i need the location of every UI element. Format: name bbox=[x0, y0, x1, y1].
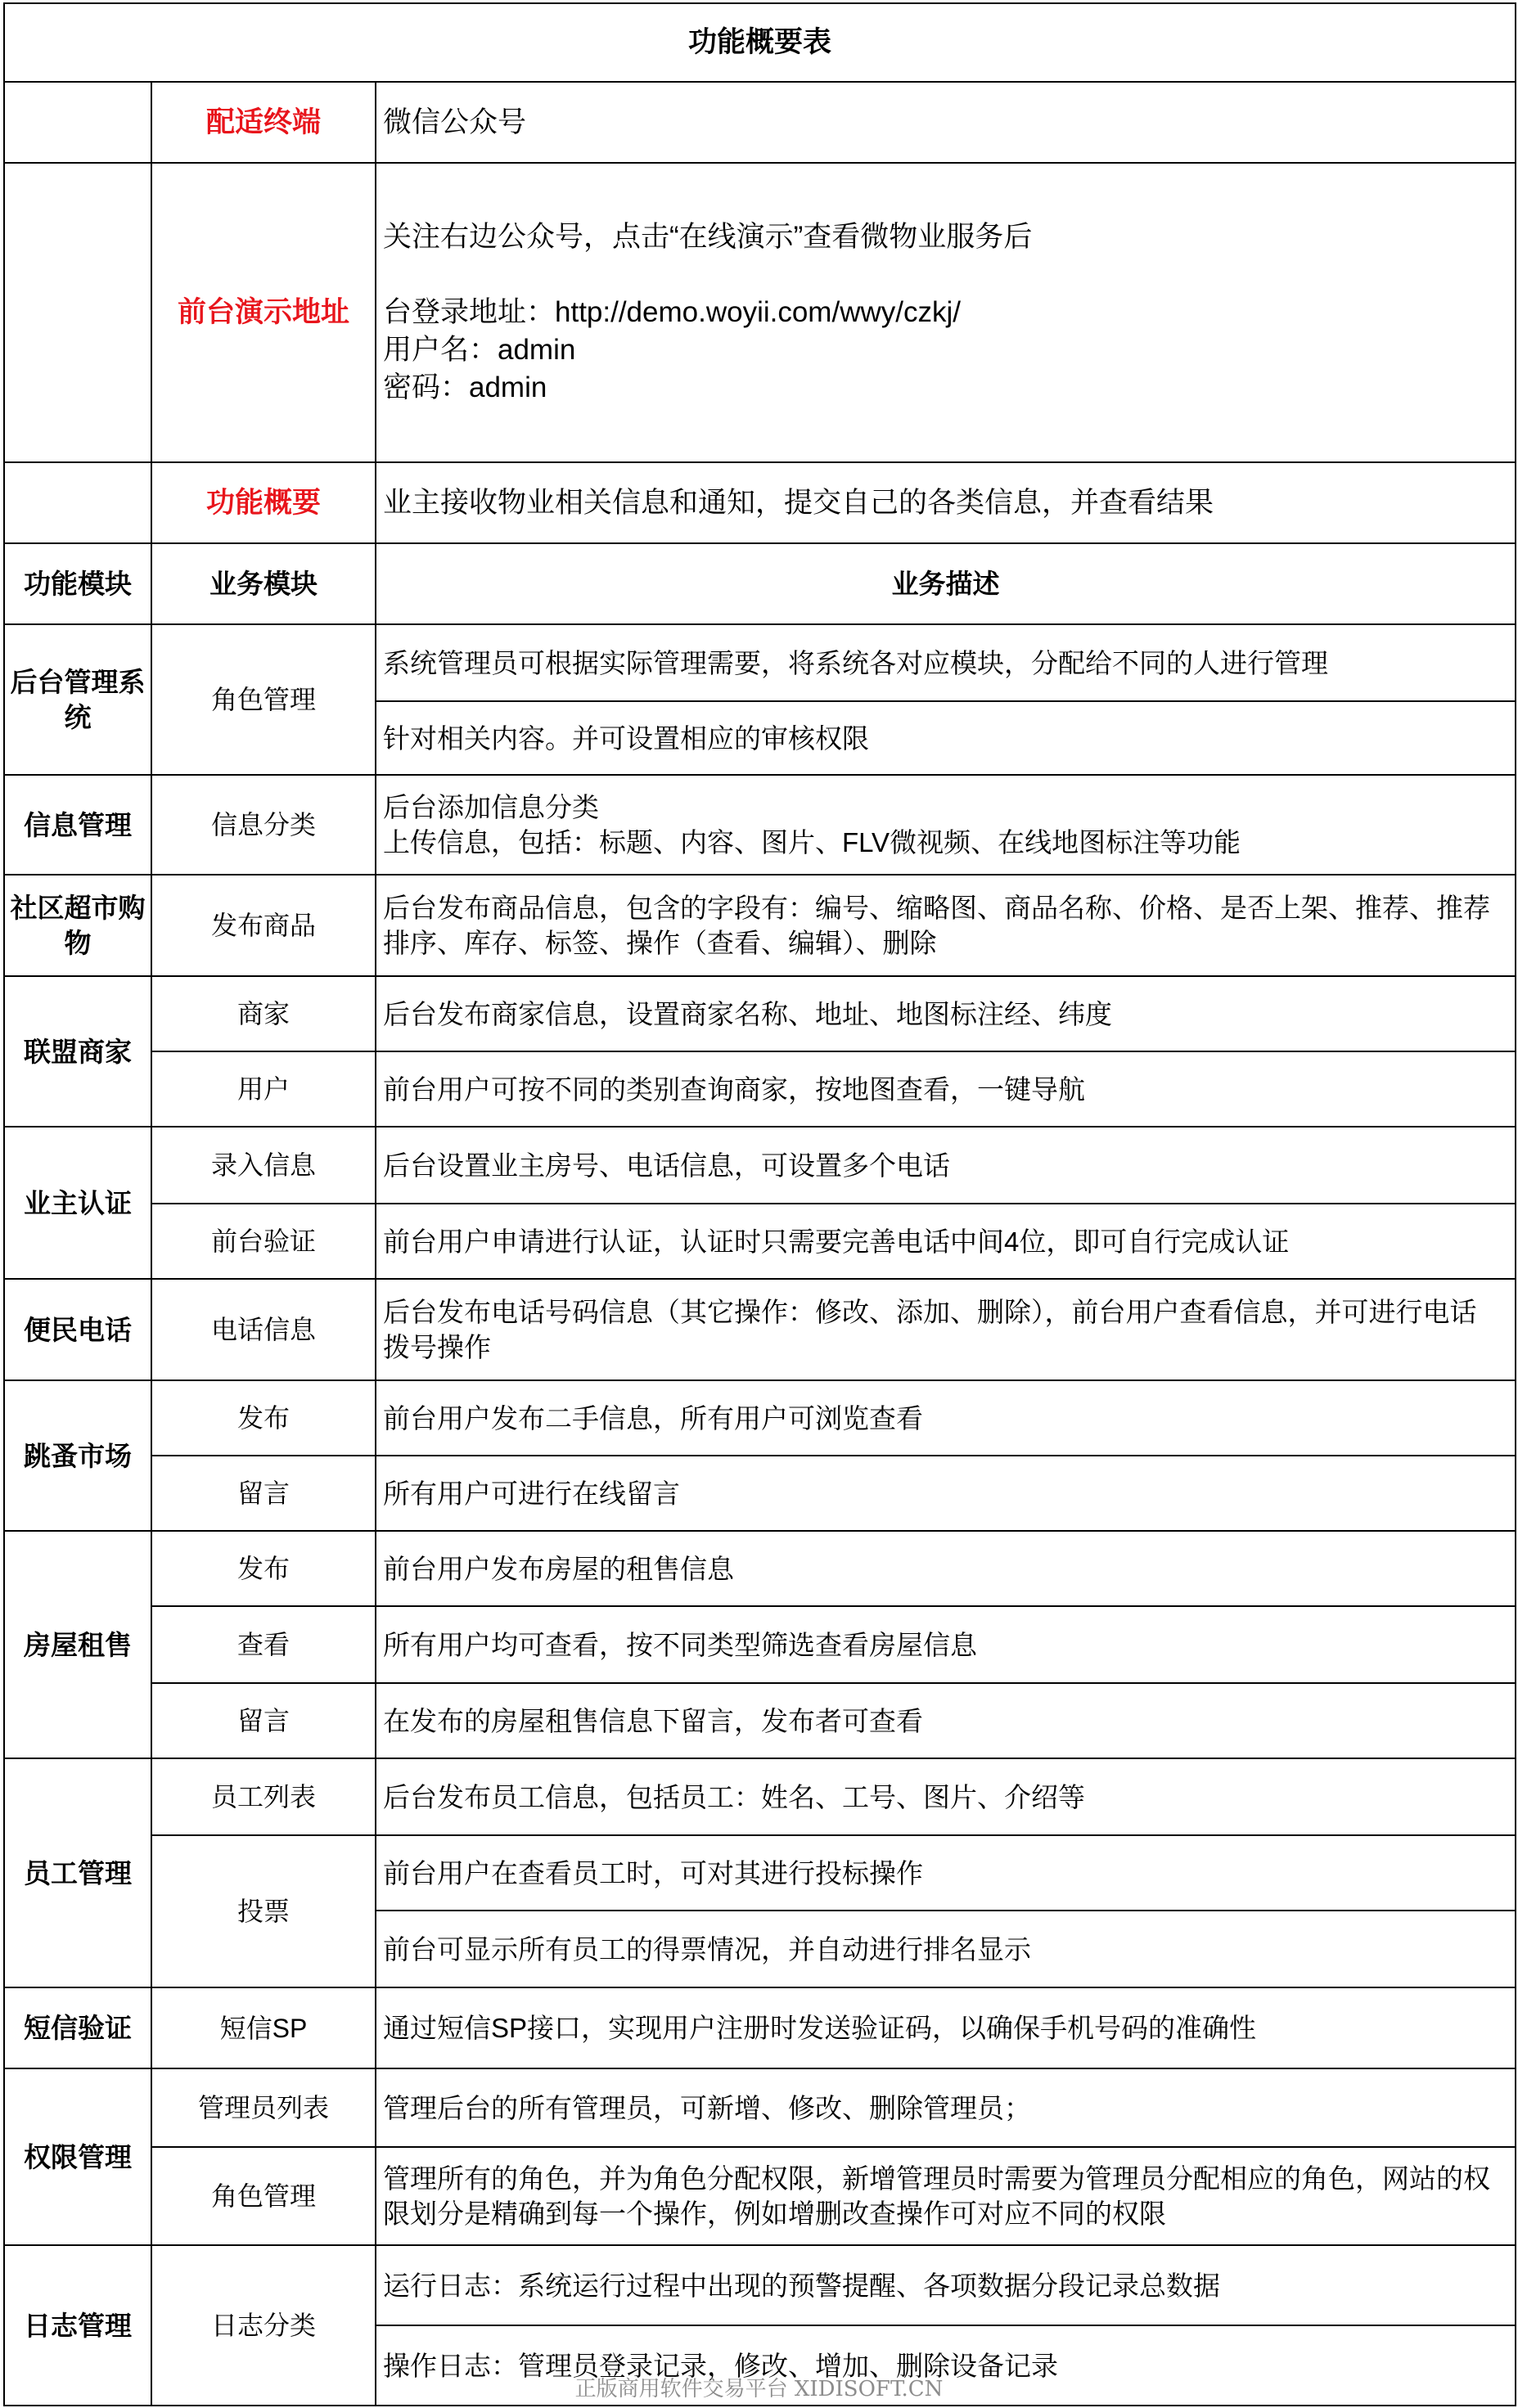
business-description bbox=[376, 624, 1516, 701]
business-description bbox=[376, 1683, 1516, 1758]
title-row bbox=[4, 3, 1516, 82]
demo-line: 关注右边公众号，点击“在线演示”查看微物业服务后 bbox=[383, 221, 1033, 253]
table-row bbox=[4, 875, 1516, 976]
blank-line bbox=[383, 256, 1513, 294]
business-description bbox=[376, 976, 1516, 1051]
business-description bbox=[376, 1279, 1516, 1380]
business-description bbox=[376, 1127, 1516, 1204]
business-module: 发布 bbox=[151, 1380, 376, 1456]
description-line: 系统管理员可根据实际管理需要，将系统各对应模块，分配给不同的人进行管理 bbox=[383, 647, 1328, 678]
description-line: 前台可显示所有员工的得票情况，并自动进行排名显示 bbox=[383, 1933, 1031, 1965]
demo-url-line: 台登录地址：http://demo.woyii.com/wwy/czkj/ bbox=[383, 296, 961, 328]
business-module: 日志分类 bbox=[151, 2245, 376, 2406]
overview-row bbox=[4, 462, 1516, 543]
watermark-text: 正版商用软件交易平台 XIDISOFT.CN bbox=[574, 2377, 944, 2401]
table-row bbox=[4, 2245, 1516, 2325]
header-description: 业务描述 bbox=[376, 543, 1516, 624]
table-row bbox=[4, 1127, 1516, 1204]
empty-cell bbox=[4, 462, 151, 543]
business-module: 角色管理 bbox=[151, 2147, 376, 2245]
module-name: 员工管理 bbox=[4, 1758, 151, 1987]
module-name: 社区超市购物 bbox=[4, 875, 151, 976]
overview-label: 功能概要 bbox=[151, 462, 376, 543]
module-name: 跳蚤市场 bbox=[4, 1380, 151, 1531]
description-line: 运行日志：系统运行过程中出现的预警提醒、各项数据分段记录总数据 bbox=[383, 2270, 1220, 2301]
table-row bbox=[4, 1683, 1516, 1758]
table-row bbox=[4, 1380, 1516, 1456]
description-line: 操作日志：管理员登录记录，修改、增加、删除设备记录 bbox=[383, 2350, 1058, 2381]
business-module: 短信SP bbox=[151, 1987, 376, 2068]
description-line: 后台发布商品信息，包含的字段有：编号、缩略图、商品名称、价格、是否上架、推荐、推荐 bbox=[383, 893, 1490, 923]
table-row bbox=[4, 1987, 1516, 2068]
table-row bbox=[4, 2147, 1516, 2245]
business-module: 查看 bbox=[151, 1606, 376, 1683]
business-description bbox=[376, 1456, 1516, 1531]
table-row bbox=[4, 1606, 1516, 1683]
business-description bbox=[376, 775, 1516, 875]
business-module: 管理员列表 bbox=[151, 2068, 376, 2147]
description-line: 针对相关内容。并可设置相应的审核权限 bbox=[383, 722, 869, 754]
description-line: 管理后台的所有管理员，可新增、修改、删除管理员； bbox=[383, 2092, 1031, 2123]
table-title: 功能概要表 bbox=[4, 3, 1516, 82]
description-line: 在发布的房屋租售信息下留言，发布者可查看 bbox=[383, 1705, 923, 1736]
function-overview-table bbox=[3, 2, 1516, 2406]
business-module: 留言 bbox=[151, 1683, 376, 1758]
description-line: 限划分是精确到每一个操作，例如增删改查操作可对应不同的权限 bbox=[383, 2199, 1166, 2229]
description-line: 通过短信SP接口，实现用户注册时发送验证码，以确保手机号码的准确性 bbox=[383, 2013, 1257, 2043]
business-description bbox=[376, 2068, 1516, 2147]
module-name: 后台管理系统 bbox=[4, 624, 151, 775]
table-row bbox=[4, 775, 1516, 875]
description-line: 前台用户发布房屋的租售信息 bbox=[383, 1553, 734, 1584]
description-line: 后台发布员工信息，包括员工：姓名、工号、图片、介绍等 bbox=[383, 1781, 1085, 1812]
business-module: 员工列表 bbox=[151, 1758, 376, 1835]
module-name: 日志管理 bbox=[4, 2245, 151, 2406]
description-line: 上传信息，包括：标题、内容、图片、FLV微视频、在线地图标注等功能 bbox=[383, 827, 1241, 857]
table-row bbox=[4, 976, 1516, 1051]
description-line: 前台用户申请进行认证，认证时只需要完善电话中间4位，即可自行完成认证 bbox=[383, 1226, 1290, 1257]
module-name: 权限管理 bbox=[4, 2068, 151, 2245]
description-line: 前台用户可按不同的类别查询商家，按地图查看，一键导航 bbox=[383, 1073, 1085, 1105]
table-row bbox=[4, 1279, 1516, 1380]
module-name: 信息管理 bbox=[4, 775, 151, 875]
business-description bbox=[376, 1758, 1516, 1835]
header-module: 功能模块 bbox=[4, 543, 151, 624]
business-description bbox=[376, 701, 1516, 775]
business-module: 前台验证 bbox=[151, 1204, 376, 1279]
business-description bbox=[376, 1835, 1516, 1911]
business-module: 商家 bbox=[151, 976, 376, 1051]
module-name: 便民电话 bbox=[4, 1279, 151, 1380]
terminal-value: 微信公众号 bbox=[376, 82, 1516, 163]
module-name: 联盟商家 bbox=[4, 976, 151, 1127]
table-row bbox=[4, 1835, 1516, 1911]
business-module: 角色管理 bbox=[151, 624, 376, 775]
business-description bbox=[376, 1987, 1516, 2068]
table-row bbox=[4, 1051, 1516, 1127]
demo-value bbox=[376, 163, 1516, 462]
description-line: 管理所有的角色，并为角色分配权限，新增管理员时需要为管理员分配相应的角色，网站的权 bbox=[383, 2163, 1490, 2194]
business-module: 电话信息 bbox=[151, 1279, 376, 1380]
description-line: 所有用户均可查看，按不同类型筛选查看房屋信息 bbox=[383, 1629, 977, 1660]
module-name: 短信验证 bbox=[4, 1987, 151, 2068]
business-description bbox=[376, 1911, 1516, 1987]
terminal-label: 配适终端 bbox=[151, 82, 376, 163]
business-module: 用户 bbox=[151, 1051, 376, 1127]
header-business: 业务模块 bbox=[151, 543, 376, 624]
table-row bbox=[4, 624, 1516, 701]
table-row bbox=[4, 2068, 1516, 2147]
business-description bbox=[376, 1051, 1516, 1127]
table-row bbox=[4, 1456, 1516, 1531]
business-description bbox=[376, 2245, 1516, 2325]
demo-label: 前台演示地址 bbox=[151, 163, 376, 462]
business-module: 发布商品 bbox=[151, 875, 376, 976]
description-line: 前台用户发布二手信息，所有用户可浏览查看 bbox=[383, 1402, 923, 1434]
business-description bbox=[376, 1606, 1516, 1683]
empty-cell bbox=[4, 82, 151, 163]
business-module: 录入信息 bbox=[151, 1127, 376, 1204]
business-description bbox=[376, 1204, 1516, 1279]
business-module: 发布 bbox=[151, 1531, 376, 1606]
description-line: 所有用户可进行在线留言 bbox=[383, 1478, 680, 1509]
description-line: 后台发布商家信息，设置商家名称、地址、地图标注经、纬度 bbox=[383, 998, 1112, 1029]
description-line: 前台用户在查看员工时，可对其进行投标操作 bbox=[383, 1857, 923, 1888]
terminal-row bbox=[4, 82, 1516, 163]
table-row bbox=[4, 1531, 1516, 1606]
module-name: 业主认证 bbox=[4, 1127, 151, 1279]
demo-password-line: 密码：admin bbox=[383, 371, 547, 403]
business-module: 留言 bbox=[151, 1456, 376, 1531]
business-description bbox=[376, 2147, 1516, 2245]
business-module: 投票 bbox=[151, 1835, 376, 1987]
demo-row bbox=[4, 163, 1516, 462]
description-line: 拨号操作 bbox=[383, 1332, 491, 1362]
business-description bbox=[376, 875, 1516, 976]
table-row bbox=[4, 1204, 1516, 1279]
demo-username-line: 用户名：admin bbox=[383, 334, 576, 366]
description-line: 后台添加信息分类 bbox=[383, 792, 599, 822]
business-description bbox=[376, 1531, 1516, 1606]
description-line: 后台设置业主房号、电话信息，可设置多个电话 bbox=[383, 1150, 950, 1181]
overview-value: 业主接收物业相关信息和通知，提交自己的各类信息，并查看结果 bbox=[376, 462, 1516, 543]
description-line: 排序、库存、标签、操作（查看、编辑）、删除 bbox=[383, 928, 937, 958]
description-line: 后台发布电话号码信息（其它操作：修改、添加、删除），前台用户查看信息，并可进行电话 bbox=[383, 1297, 1477, 1327]
business-description bbox=[376, 1380, 1516, 1456]
header-row bbox=[4, 543, 1516, 624]
module-name: 房屋租售 bbox=[4, 1531, 151, 1758]
empty-cell bbox=[4, 163, 151, 462]
table-row bbox=[4, 1758, 1516, 1835]
business-module: 信息分类 bbox=[151, 775, 376, 875]
